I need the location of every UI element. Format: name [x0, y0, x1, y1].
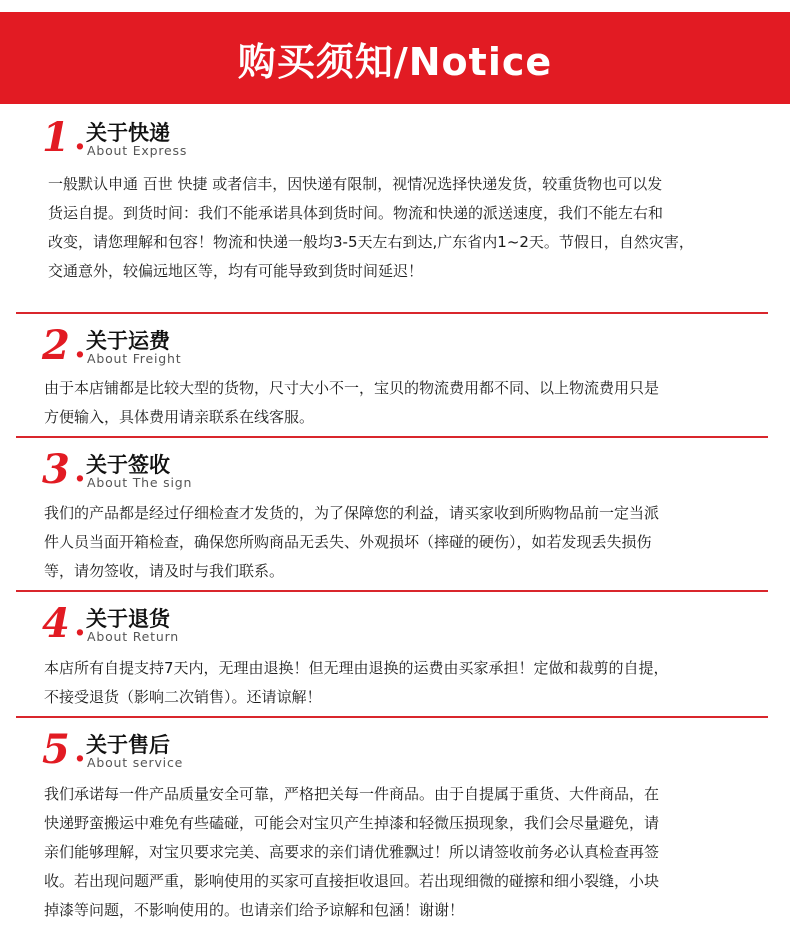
body-line: 一般默认申通 百世 快捷 或者信丰，因快递有限制，视情况选择快递发货，较重货物也可以发	[48, 175, 663, 193]
body-line: 方便输入，具体费用请亲联系在线客服。	[44, 408, 315, 426]
number-dot: .	[74, 118, 86, 158]
section-subtitle: About Express	[87, 143, 188, 158]
number-dot: .	[74, 604, 86, 644]
body-line: 我们承诺每一件产品质量安全可靠，严格把关每一件商品。由于自提属于重货、大件商品，在	[44, 785, 660, 803]
body-line: 我们的产品都是经过仔细检查才发货的，为了保障您的利益，请买家收到所购物品前一定当派	[44, 504, 660, 522]
number-dot: .	[74, 450, 86, 490]
body-line: 货运自提。到货时间：我们不能承诺具体到货时间。物流和快递的派送速度，我们不能左右和	[48, 204, 664, 222]
section-sign	[0, 446, 790, 590]
section-service	[0, 726, 790, 934]
number-dot: .	[74, 326, 86, 366]
section-express	[0, 114, 790, 312]
section-number: 1	[42, 114, 70, 161]
section-title: 关于运费	[86, 328, 170, 353]
body-line: 亲们能够理解，对宝贝要求完美、高要求的亲们请优雅飘过！所以请签收前务必认真检查再签	[44, 843, 660, 861]
section-subtitle: About Return	[87, 629, 180, 644]
section-divider	[16, 590, 768, 592]
banner-title: 购买须知/Notice	[237, 39, 553, 84]
section-divider	[16, 436, 768, 438]
section-body	[44, 654, 744, 712]
section-number: 3	[42, 446, 70, 493]
section-number: 4	[42, 600, 70, 647]
body-line: 改变，请您理解和包容！物流和快递一般均3-5天左右到达,广东省内1~2天。节假日，自然灾害，	[48, 233, 694, 251]
section-divider	[16, 312, 768, 314]
section-body	[44, 780, 744, 925]
section-title: 关于退货	[86, 606, 170, 631]
body-line: 本店所有自提支持7天内，无理由退换！但无理由退换的运费由买家承担！定做和裁剪的自提，	[44, 659, 669, 677]
section-subtitle: About The sign	[87, 475, 193, 490]
section-divider	[16, 716, 768, 718]
section-return	[0, 600, 790, 716]
section-freight	[0, 322, 790, 436]
section-body	[44, 374, 744, 432]
body-line: 等，请勿签收，请及时与我们联系。	[44, 562, 285, 580]
body-line: 件人员当面开箱检查，确保您所购商品无丢失、外观损坏（摔碰的硬伤），如若发现丢失损伤	[44, 533, 652, 551]
section-body	[44, 499, 744, 586]
body-line: 由于本店铺都是比较大型的货物，尺寸大小不一，宝贝的物流费用都不同、以上物流费用只是	[44, 379, 660, 397]
section-title: 关于签收	[86, 452, 170, 477]
section-title: 关于售后	[86, 732, 170, 757]
section-number: 5	[42, 726, 70, 773]
section-body	[48, 170, 748, 286]
section-title: 关于快递	[86, 120, 170, 145]
body-line: 掉漆等问题，不影响使用的。也请亲们给予谅解和包涵！谢谢！	[44, 901, 465, 919]
body-line: 不接受退货（影响二次销售）。还请谅解！	[44, 688, 322, 706]
section-subtitle: About service	[87, 755, 184, 770]
number-dot: .	[74, 730, 86, 770]
notice-banner	[0, 12, 790, 104]
section-number: 2	[42, 322, 70, 369]
body-line: 快递野蛮搬运中难免有些磕碰，可能会对宝贝产生掉漆和轻微压损现象，我们会尽量避免，请	[44, 814, 660, 832]
body-line: 收。若出现问题严重，影响使用的买家可直接拒收退回。若出现细微的碰擦和细小裂缝，小块	[44, 872, 660, 890]
section-subtitle: About Freight	[87, 351, 182, 366]
body-line: 交通意外，较偏远地区等，均有可能导致到货时间延迟！	[48, 262, 424, 280]
